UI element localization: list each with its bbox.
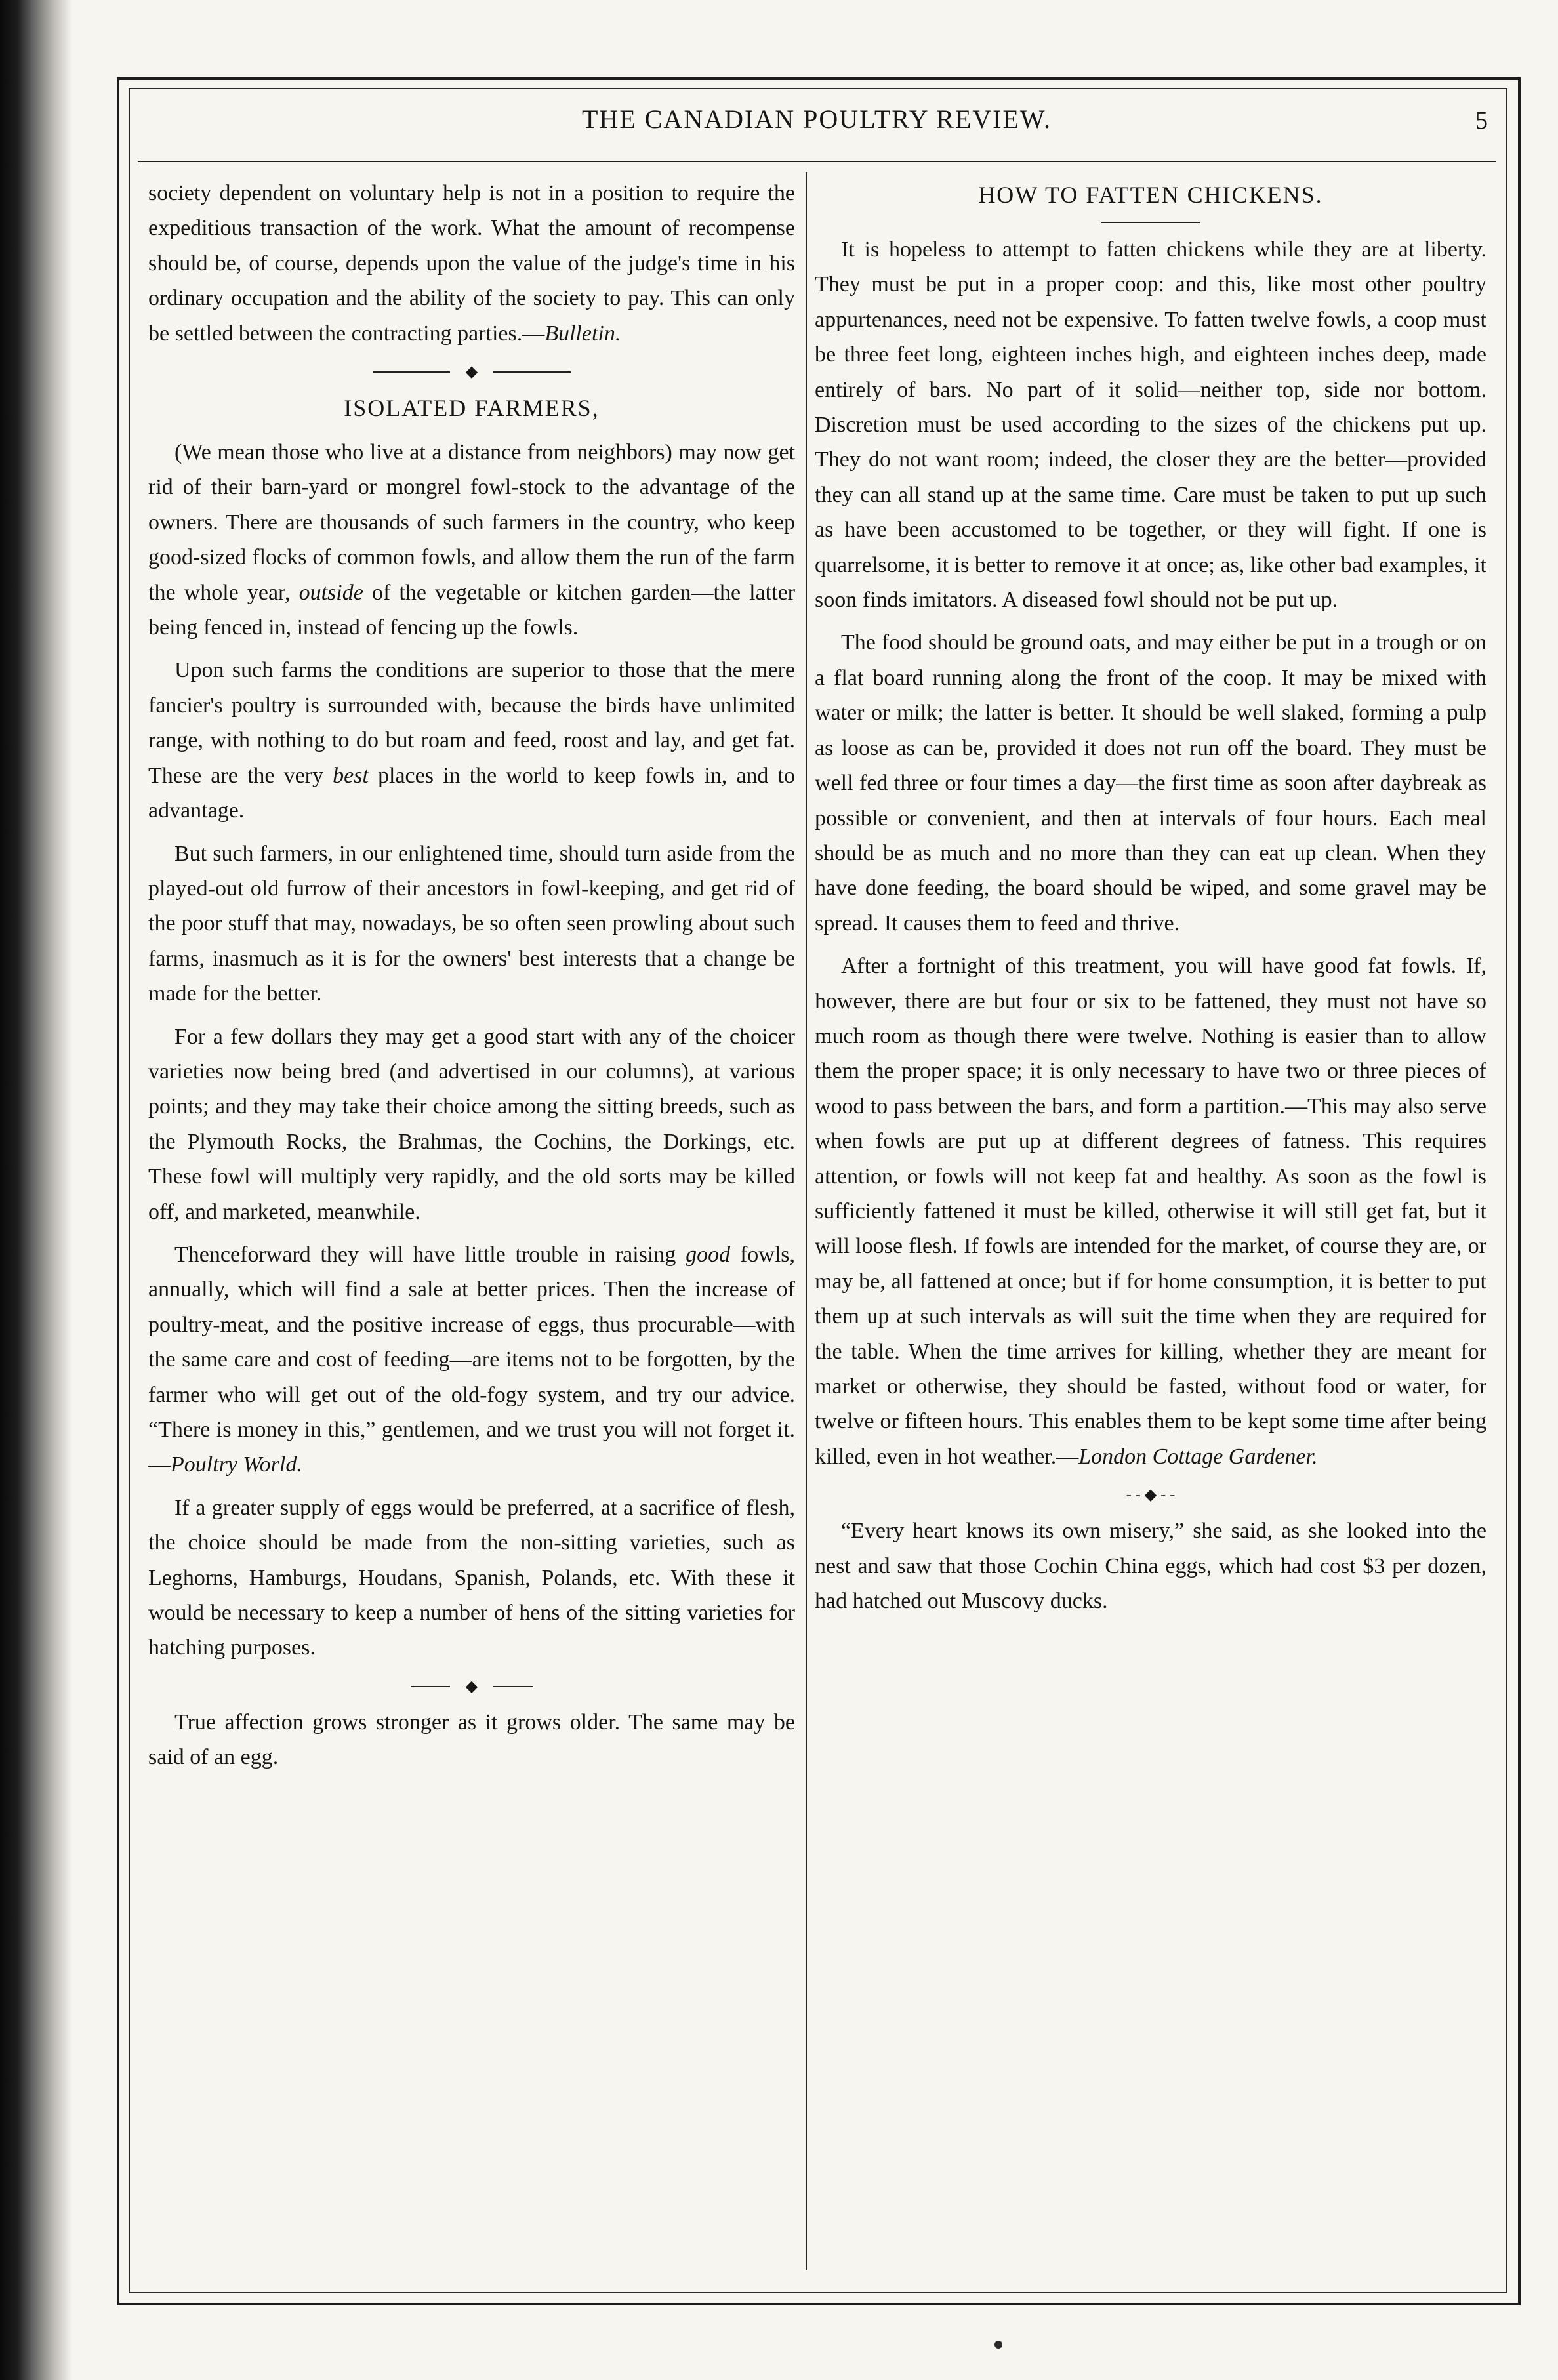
filler-paragraph: True affection grows stronger as it grows older. The same may be said of an egg. xyxy=(148,1710,795,1770)
article-paragraph: For a few dollars they may get a good start with any of the choicer varieties now being bred (and advertised in our columns), at various points; and they may take their choice among the sitting breeds, such as the Plymouth Rocks, the Brahmas, the Cochins, the Dorkings, etc. These fowl will multiply very rapidly, and the old sorts may be killed off, and marketed, meanwhile. xyxy=(148,1024,795,1224)
article-paragraph: After a fortnight of this treatment, you will have good fat fowls. If, however, there are but four or six to be fattened, they must not have so much room as though there were twelve. Nothing is easier than to allow them the proper space; it is only necessary to have two or three pieces of wood to pass between the bars, and form a partition.—This may also serve when fowls are put up at different degrees of fatness. This requires attention, or fowls will not keep fat and healthy. As soon as the fowl is sufficiently fattened it must be killed, otherwise it will still get fat, but it will loose flesh. If fowls are intended for the market, of course they are, or may be, all fattened at once; but if for home consumption, it is better to put them up at such intervals as will suit the time when they are required for the table. When the time arrives for killing, whether they are meant for market or otherwise, they should be fasted, without food or water, for twelve or fifteen hours. This enables them to be kept some time after being killed, even in hot weather.—London Cottage Gardener. xyxy=(815,954,1486,1469)
article-paragraph: But such farmers, in our enlightened time, should turn aside from the played-out old furrow of their ancestors in fowl-keeping, and get rid of the poor stuff that may, nowadays, be so often seen prowling about such farms, inasmuch as it is for the owners' best interests that a change be made for the better. xyxy=(148,841,795,1006)
left-column xyxy=(148,176,795,1783)
article-paragraph: Upon such farms the conditions are superior to those that the mere fancier's poultry is surrounded with, because the birds have unlimited range, with nothing to do but roam and feed, roost and lay, and get fat. These are the very best places in the world to keep fowls in, and to advantage. xyxy=(148,658,795,823)
title-underline xyxy=(1101,222,1200,223)
section-separator xyxy=(148,1673,795,1700)
source-credit: London Cottage Gardener. xyxy=(1078,1444,1318,1469)
scan-binding-edge xyxy=(0,0,72,2380)
page-number: 5 xyxy=(1475,107,1488,134)
article-paragraph: (We mean those who live at a distance from neighbors) may now get rid of their barn-yard or mongrel fowl-stock to the advantage of the owners. There are thousands of such farmers in the country, who keep good-sized flocks of common fowls, and allow them the run of the farm the whole year, outside of the vegetable or kitchen garden—the latter being fenced in, instead of fencing up the fowls. xyxy=(148,440,795,640)
header-rule xyxy=(138,161,1496,163)
filler-paragraph: “Every heart knows its own misery,” she said, as she looked into the nest and saw that those Cochin China eggs, which had cost $3 per dozen, had hatched out Muscovy ducks. xyxy=(815,1519,1486,1614)
ornament-glyph: ◆ xyxy=(465,1677,478,1695)
running-header xyxy=(138,104,1496,159)
publication-title: THE CANADIAN POULTRY REVIEW. xyxy=(582,104,1052,134)
article-title-fatten-chickens: HOW TO FATTEN CHICKENS. xyxy=(978,182,1323,208)
article-paragraph: Thenceforward they will have little trouble in raising good fowls, annually, which will find a sale at better prices. Then the increase of poultry-meat, and the positive increase of eggs, thus procurable—with the same care and cost of feeding—are items not to be forgotten, by the farmer who will get out of the old-fogy system, and try our advice. “There is money in this,” gentlemen, and we trust you will not forget it.—Poultry World. xyxy=(148,1242,795,1477)
right-column xyxy=(815,176,1486,1626)
continued-paragraph: society dependent on voluntary help is not in a position to require the expeditious transaction of the work. What the amount of recompense should be, of course, depends upon the value of the judge's time in his ordinary occupation and the ability of the society to pay. This can only be settled between the contracting parties.—Bulletin. xyxy=(148,181,795,346)
print-speck xyxy=(994,2341,1002,2349)
article-title-isolated-farmers: ISOLATED FARMERS, xyxy=(344,395,600,422)
ornament-glyph: - - ◆ - - xyxy=(1126,1487,1176,1504)
article-paragraph: It is hopeless to attempt to fatten chickens while they are at liberty. They must be put in a proper coop: and this, like most other poultry appurtenances, need not be expensive. To fatten twelve fowls, a coop must be three feet long, eighteen inches high, and eighteen inches deep, made entirely of bars. No part of it solid—neither top, side nor bottom. Discretion must be used according to the sizes of the chickens put up. They do not want room; indeed, the closer they are the better—provided they can all stand up at the same time. Care must be taken to put up such as have been accustomed to be together, or they will fight. If one is quarrelsome, it is better to remove it at once; as, like other bad examples, it soon finds imitators. A diseased fowl should not be put up. xyxy=(815,237,1486,613)
ornament-glyph: ◆ xyxy=(465,363,478,381)
article-paragraph: If a greater supply of eggs would be preferred, at a sacrifice of flesh, the choice should be made from the non-sitting varieties, such as Leghorns, Hamburgs, Houdans, Spanish, Polands, etc. With these it would be necessary to keep a number of hens of the sitting varieties for hatching purposes. xyxy=(148,1495,795,1660)
column-divider xyxy=(806,172,807,2270)
section-separator xyxy=(815,1482,1486,1508)
section-separator xyxy=(148,359,795,385)
source-credit: Bulletin. xyxy=(544,321,621,346)
source-credit: Poultry World. xyxy=(171,1452,302,1477)
article-paragraph: The food should be ground oats, and may either be put in a trough or on a flat board running along the front of the coop. It may be mixed with water or milk; the latter is better. It should be well slaked, forming a pulp as loose as can be, provided it does not run off the board. They must be well fed three or four times a day—the first time as soon after daybreak as possible or convenient, and then at intervals of four hours. Each meal should be as much and no more than they can eat up clean. When they have done feeding, the board should be wiped, and some gravel may be spread. It causes them to feed and thrive. xyxy=(815,630,1486,935)
